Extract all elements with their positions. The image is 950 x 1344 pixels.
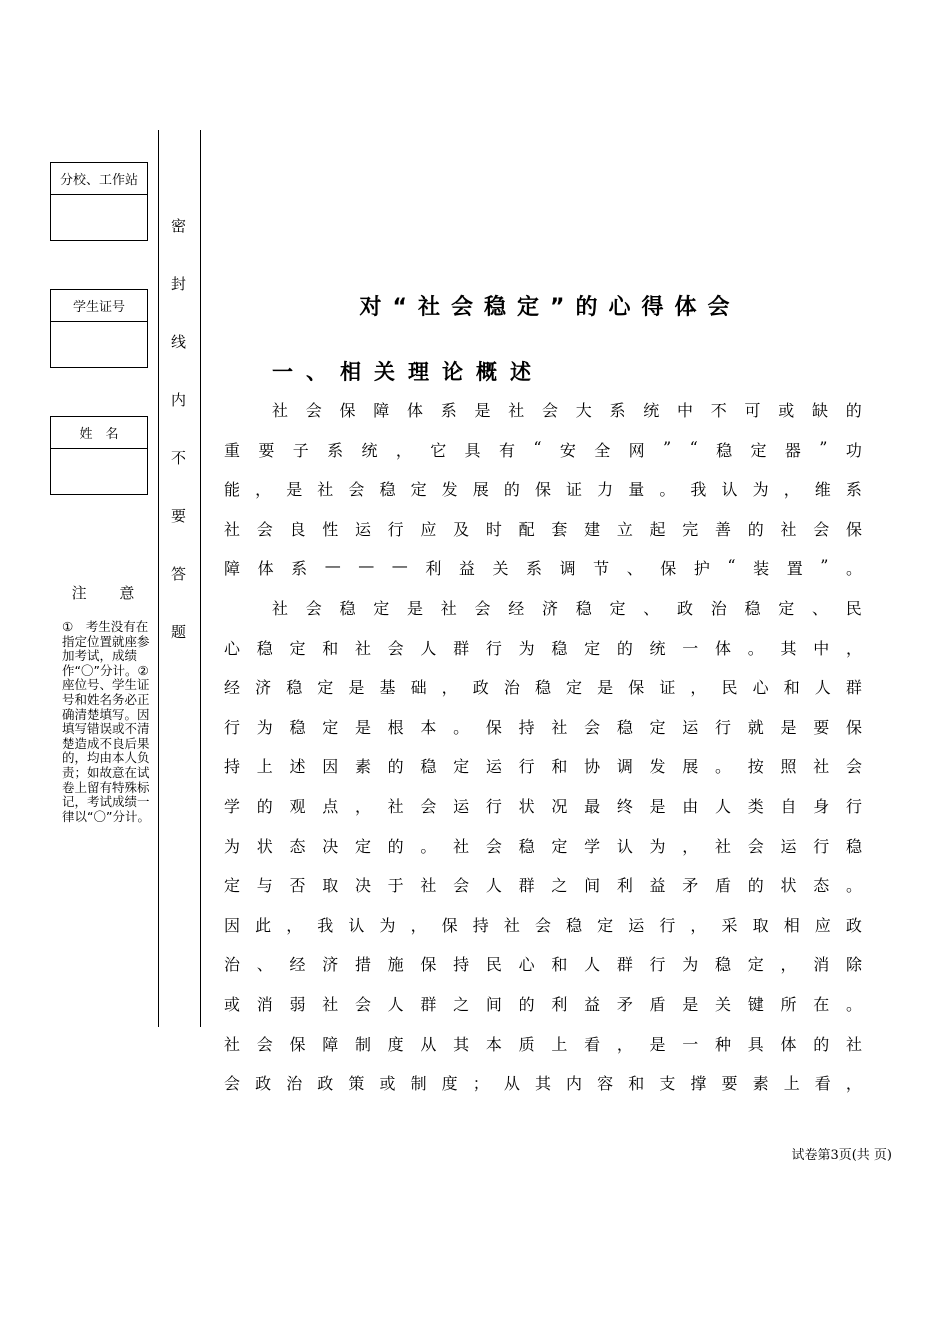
body-line: 行 为 稳 定 是 根 本 。 保 持 社 会 稳 定 运 行 就 是 要 保 xyxy=(224,717,862,737)
seal-char: 线 xyxy=(171,333,187,351)
body-line: 定 与 否 取 决 于 社 会 人 群 之 间 利 益 矛 盾 的 状 态 。 xyxy=(224,876,862,896)
body-line: 社 会 良 性 运 行 应 及 时 配 套 建 立 起 完 善 的 社 会 保 xyxy=(224,519,862,539)
seal-char: 题 xyxy=(171,623,187,641)
body-line: 治 、 经 济 措 施 保 持 民 心 和 人 群 行 为 稳 定 ， 消 除 xyxy=(224,955,862,975)
notice-title: 注 意 xyxy=(71,584,149,602)
seal-char: 答 xyxy=(171,565,187,583)
seal-line-right xyxy=(200,130,201,1027)
body-line: 社 会 保 障 体 系 是 社 会 大 系 统 中 不 可 或 缺 的 xyxy=(272,401,862,420)
branch-label: 分校、工作站 xyxy=(51,163,147,195)
body-line: 经 济 稳 定 是 基 础 ， 政 治 稳 定 是 保 证 ， 民 心 和 人 群 xyxy=(224,678,862,698)
name-label: 姓 名 xyxy=(51,417,147,449)
body-line: 重 要 子 系 统 ， 它 具 有 “ 安 全 网 ” “ 稳 定 器 ” 功 xyxy=(224,437,862,460)
body-line: 会 政 治 政 策 或 制 度 ； 从 其 内 容 和 支 撑 要 素 上 看 ， xyxy=(224,1074,862,1094)
seal-char: 不 xyxy=(171,449,187,467)
name-box xyxy=(50,416,148,495)
document-title: 对“社会稳定”的心得体会 xyxy=(359,295,741,320)
body-line: 障 体 系 — — — 利 益 关 系 调 节 、 保 护 “ 装 置 ” 。 xyxy=(224,556,862,579)
notice-text: ① 考生没有在指定位置就座参加考试，成绩作“〇”分计。② 座位号、学生证号和姓名务必正确清楚填写。因填写错误或不清楚造成不良后果的，均由本人负责；如故意在试卷上留有特殊标记，考试成绩一律以“〇”分计。 xyxy=(62,619,162,824)
body-line: 心 稳 定 和 社 会 人 群 行 为 稳 定 的 统 一 体 。 其 中 ， xyxy=(224,638,862,658)
body-line: 为 状 态 决 定 的 。 社 会 稳 定 学 认 为 ， 社 会 运 行 稳 xyxy=(224,836,862,856)
body-line: 社 会 保 障 制 度 从 其 本 质 上 看 ， 是 一 种 具 体 的 社 xyxy=(224,1034,862,1054)
body-line: 持 上 述 因 素 的 稳 定 运 行 和 协 调 发 展 。 按 照 社 会 xyxy=(224,757,862,777)
seal-char: 封 xyxy=(171,275,187,293)
branch-box xyxy=(50,162,148,241)
section-heading: 一、相关理论概述 xyxy=(272,360,544,384)
seal-char: 内 xyxy=(171,391,187,409)
seal-char: 要 xyxy=(171,507,187,525)
seal-line-left xyxy=(158,130,159,1027)
body-line: 学 的 观 点 ， 社 会 运 行 状 况 最 终 是 由 人 类 自 身 行 xyxy=(224,797,862,816)
student-id-box xyxy=(50,289,148,368)
seal-char: 密 xyxy=(171,217,187,235)
body-line: 或 消 弱 社 会 人 群 之 间 的 利 益 矛 盾 是 关 键 所 在 。 xyxy=(224,995,862,1014)
body-line: 因 此 ， 我 认 为 ， 保 持 社 会 稳 定 运 行 ， 采 取 相 应 政 xyxy=(224,915,862,935)
body-line: 能 ， 是 社 会 稳 定 发 展 的 保 证 力 量 。 我 认 为 ， 维 系 xyxy=(224,480,862,500)
body-line: 社 会 稳 定 是 社 会 经 济 稳 定 、 政 治 稳 定 、 民 xyxy=(272,599,862,618)
student-id-label: 学生证号 xyxy=(51,290,147,322)
page-footer: 试卷第3页(共 页) xyxy=(791,1148,892,1163)
